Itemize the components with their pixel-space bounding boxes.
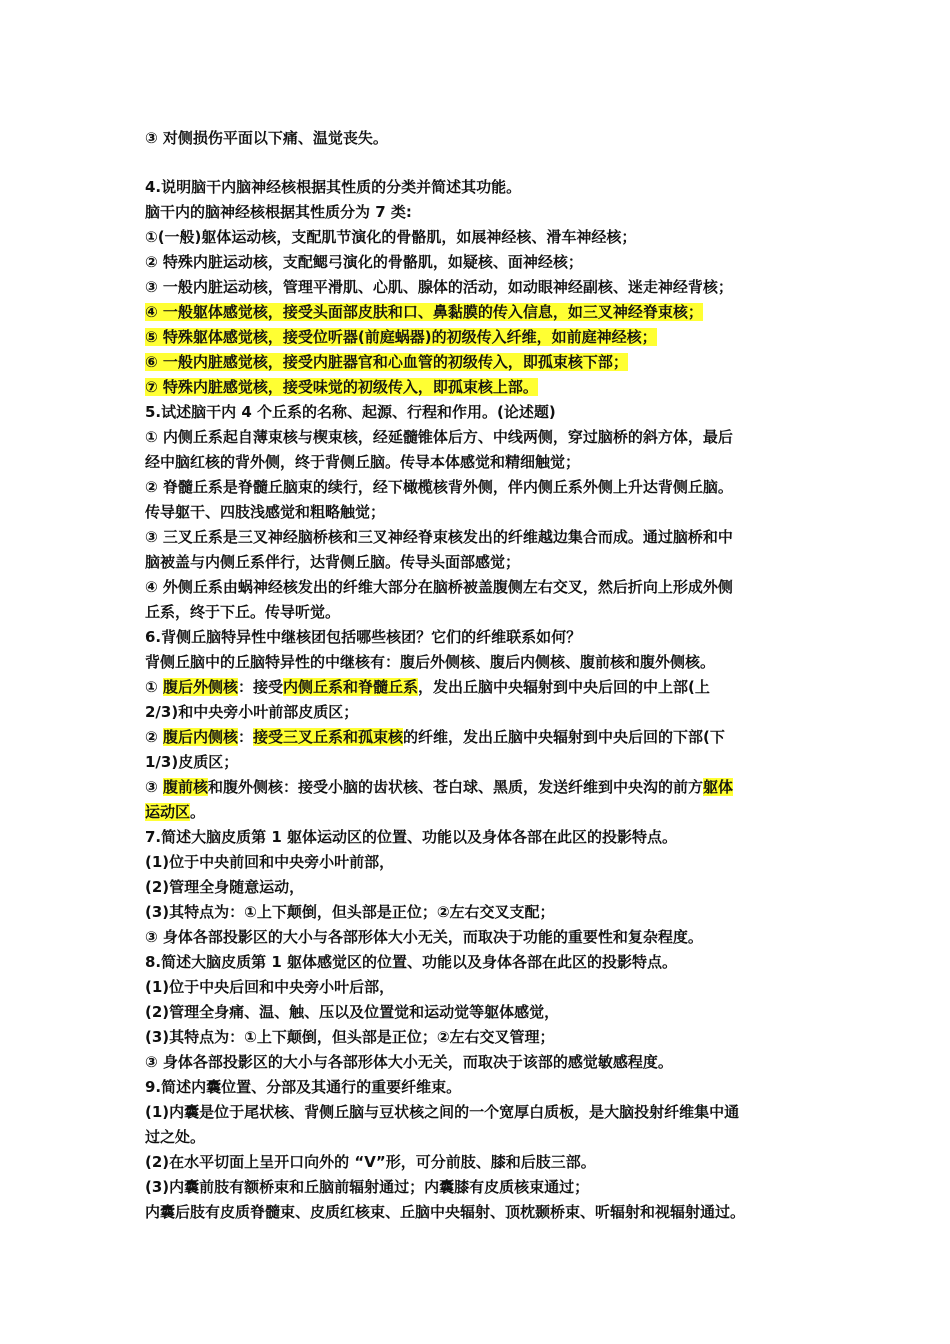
text-span: (3)其特点为：①上下颠倒，但头部是正位；②左右交叉管理；	[145, 1028, 555, 1046]
text-line	[145, 426, 825, 450]
text-span: 7.简述大脑皮质第 1 躯体运动区的位置、功能以及身体各部在此区的投影特点。	[145, 828, 678, 846]
text-line	[145, 901, 825, 925]
text-line	[145, 301, 825, 325]
text-span: (3)内囊前肢有额桥束和丘脑前辐射通过；内囊膝有皮质核束通过；	[145, 1178, 590, 1196]
text-line	[145, 826, 825, 850]
text-span: 脑干内的脑神经核根据其性质分为 7 类:	[145, 203, 412, 221]
text-span: ③	[145, 778, 163, 796]
text-span: (1)位于中央后回和中央旁小叶后部，	[145, 978, 395, 996]
text-span: ③ 身体各部投影区的大小与各部形体大小无关，而取决于该部的感觉敏感程度。	[145, 1053, 673, 1071]
text-span: ①(一般)躯体运动核，支配肌节演化的骨骼肌，如展神经核、滑车神经核；	[145, 228, 637, 246]
text-span: 和腹外侧核：接受小脑的齿状核、苍白球、黑质，发送纤维到中央沟的前方	[207, 778, 703, 796]
text-line	[145, 676, 825, 700]
text-line	[145, 1201, 825, 1225]
text-line	[145, 176, 825, 200]
text-span: (1)内囊是位于尾状核、背侧丘脑与豆状核之间的一个宽厚白质板，是大脑投射纤维集中通	[145, 1103, 740, 1121]
text-line	[145, 476, 825, 500]
text-line	[145, 976, 825, 1000]
text-line	[145, 601, 825, 625]
text-span: ② 脊髓丘系是脊髓丘脑束的续行，经下橄榄核背外侧，伴内侧丘系外侧上升达背侧丘脑。	[145, 478, 733, 496]
text-line	[145, 401, 825, 425]
text-line	[145, 551, 825, 575]
text-line	[145, 626, 825, 650]
text-line	[145, 1126, 825, 1150]
text-span: 5.试述脑干内 4 个丘系的名称、起源、行程和作用。(论述题)	[145, 403, 556, 421]
text-span: 。	[190, 803, 206, 821]
text-line	[145, 1076, 825, 1100]
text-span: ：接受	[237, 678, 283, 696]
text-line	[145, 576, 825, 600]
text-span: 脑被盖与内侧丘系伴行，达背侧丘脑。传导头面部感觉；	[145, 553, 521, 571]
text-line	[145, 451, 825, 475]
text-span: (3)其特点为：①上下颠倒，但头部是正位；②左右交叉支配；	[145, 903, 555, 921]
text-span: ②	[145, 728, 163, 746]
text-line	[145, 1001, 825, 1025]
text-span: ③ 三叉丘系是三叉神经脑桥核和三叉神经脊束核发出的纤维越边集合而成。通过脑桥和中	[145, 528, 733, 546]
highlighted-text: 运动区	[145, 803, 191, 821]
text-span: (2)管理全身痛、温、触、压以及位置觉和运动觉等躯体感觉，	[145, 1003, 560, 1021]
text-span: 内囊后肢有皮质脊髓束、皮质红核束、丘脑中央辐射、顶枕颞桥束、听辐射和视辐射通过。	[145, 1203, 746, 1221]
highlighted-text: ⑦ 特殊内脏感觉核，接受味觉的初级传入，即孤束核上部。	[145, 378, 538, 396]
text-line	[145, 351, 825, 375]
text-span: (2)管理全身随意运动，	[145, 878, 305, 896]
text-line	[145, 526, 825, 550]
highlighted-text: 腹后内侧核	[162, 728, 238, 746]
highlighted-text: 腹前核	[162, 778, 208, 796]
text-span: 9.简述内囊位置、分部及其通行的重要纤维束。	[145, 1078, 462, 1096]
text-span: 2/3)和中央旁小叶前部皮质区；	[145, 703, 359, 721]
text-line	[145, 776, 825, 800]
text-line	[145, 1176, 825, 1200]
text-line	[145, 1051, 825, 1075]
text-span: 的纤维，发出丘脑中央辐射到中央后回的下部(下	[402, 728, 725, 746]
highlighted-text: 躯体	[702, 778, 733, 796]
text-line	[145, 1101, 825, 1125]
text-span: 6.背侧丘脑特异性中继核团包括哪些核团？它们的纤维联系如何？	[145, 628, 582, 646]
text-line	[145, 226, 825, 250]
highlighted-text: 腹后外侧核	[162, 678, 238, 696]
text-span: (2)在水平切面上呈开口向外的 “V”形，可分前肢、膝和后肢三部。	[145, 1153, 596, 1171]
text-line	[145, 1151, 825, 1175]
text-span: ①	[145, 678, 163, 696]
text-span: ① 内侧丘系起自薄束核与楔束核，经延髓锥体后方、中线两侧，穿过脑桥的斜方体，最后	[145, 428, 733, 446]
text-line	[145, 276, 825, 300]
text-line	[145, 701, 825, 725]
text-line	[145, 501, 825, 525]
text-span: ④ 外侧丘系由蜗神经核发出的纤维大部分在脑桥被盖腹侧左右交叉，然后折向上形成外侧	[145, 578, 733, 596]
text-line	[145, 326, 825, 350]
text-line	[145, 751, 825, 775]
highlighted-text: 接受三叉丘系和孤束核	[252, 728, 403, 746]
text-line	[145, 251, 825, 275]
text-span: ③ 身体各部投影区的大小与各部形体大小无关，而取决于功能的重要性和复杂程度。	[145, 928, 703, 946]
text-span: ② 特殊内脏运动核，支配鳃弓演化的骨骼肌，如疑核、面神经核；	[145, 253, 583, 271]
text-line	[145, 726, 825, 750]
text-span: 8.简述大脑皮质第 1 躯体感觉区的位置、功能以及身体各部在此区的投影特点。	[145, 953, 678, 971]
text-span: 丘系，终于下丘。传导听觉。	[145, 603, 341, 621]
text-line	[145, 201, 825, 225]
text-line	[145, 926, 825, 950]
text-line	[145, 851, 825, 875]
text-span: ③ 对侧损伤平面以下痛、温觉丧失。	[145, 129, 388, 147]
text-span: 传导躯干、四肢浅感觉和粗略触觉；	[145, 503, 386, 521]
text-line	[145, 951, 825, 975]
highlighted-text: ⑥ 一般内脏感觉核，接受内脏器官和心血管的初级传入，即孤束核下部；	[145, 353, 628, 371]
highlighted-text: ④ 一般躯体感觉核，接受头面部皮肤和口、鼻黏膜的传入信息，如三叉神经脊束核；	[145, 303, 703, 321]
highlighted-text: 内侧丘系和脊髓丘系	[282, 678, 418, 696]
text-span: 经中脑红核的背外侧，终于背侧丘脑。传导本体感觉和精细触觉；	[145, 453, 581, 471]
text-line	[145, 127, 825, 151]
text-line	[145, 801, 825, 825]
text-span: 1/3)皮质区；	[145, 753, 239, 771]
text-span: 过之处。	[145, 1128, 206, 1146]
text-line	[145, 651, 825, 675]
highlighted-text: ⑤ 特殊躯体感觉核，接受位听器(前庭蜗器)的初级传入纤维，如前庭神经核；	[145, 328, 657, 346]
text-line	[145, 376, 825, 400]
text-line	[145, 1026, 825, 1050]
text-span: 背侧丘脑中的丘脑特异性的中继核有：腹后外侧核、腹后内侧核、腹前核和腹外侧核。	[145, 653, 716, 671]
text-span: ：	[237, 728, 253, 746]
text-span: ③ 一般内脏运动核，管理平滑肌、心肌、腺体的活动，如动眼神经副核、迷走神经背核；	[145, 278, 733, 296]
text-span: ，发出丘脑中央辐射到中央后回的中上部(上	[417, 678, 710, 696]
text-span: 4.说明脑干内脑神经核根据其性质的分类并简述其功能。	[145, 178, 522, 196]
text-span: (1)位于中央前回和中央旁小叶前部，	[145, 853, 395, 871]
text-line	[145, 876, 825, 900]
